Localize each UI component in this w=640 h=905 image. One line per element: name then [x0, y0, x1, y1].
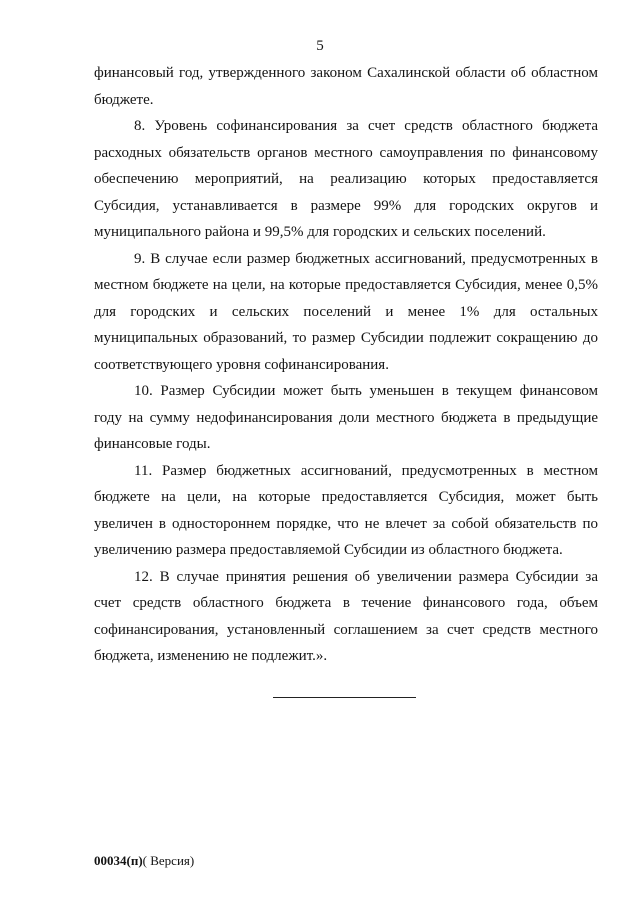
paragraph-10: 10. Размер Субсидии может быть уменьшен в текущем финансовом году на сумму недофинансирования доли местного бюджета в предыдущие финансовые годы.	[94, 383, 598, 452]
paragraph-9: 9. В случае если размер бюджетных ассигнований, предусмотренных в местном бюджете на цели, на которые предоставляется Субсидия, менее 0,5% для городских и сельских поселений и менее 1% для остальных муниципальных образований, то размер Субсидии подлежит сокращению до соответствующего уровня софинансирования.	[94, 250, 598, 373]
document-version: ( Версия)	[142, 853, 195, 868]
paragraph-12: 12. В случае принятия решения об увеличении размера Субсидии за счет средств областного бюджета в течение финансового года, объем софинансирования, установленный соглашением за счет средств местного бюджета, изменению не подлежит.».	[94, 568, 598, 664]
paragraph-11: 11. Размер бюджетных ассигнований, предусмотренных в местном бюджете на цели, на которые предоставляется Субсидия, может быть увеличен в одностороннем порядке, что не влечет за собой обязательств по увеличению размера предоставляемой Субсидии из областного бюджета.	[94, 462, 598, 558]
document-footer-code	[94, 852, 194, 870]
document-body	[94, 60, 598, 670]
paragraph-8: 8. Уровень софинансирования за счет средств областного бюджета расходных обязательств органов местного самоуправления по финансовому обеспечению мероприятий, на реализацию которых предоставляется Субсидия, устанавливается в размере 99% для городских округов и муниципального района и 99,5% для городских и сельских поселений.	[94, 118, 598, 240]
end-separator-line	[273, 697, 416, 698]
page-number: 5	[316, 38, 324, 54]
document-code: 00034(п)	[94, 853, 143, 868]
paragraph-continuation: финансовый год, утвержденного законом Сахалинской области об областном бюджете.	[94, 65, 598, 108]
